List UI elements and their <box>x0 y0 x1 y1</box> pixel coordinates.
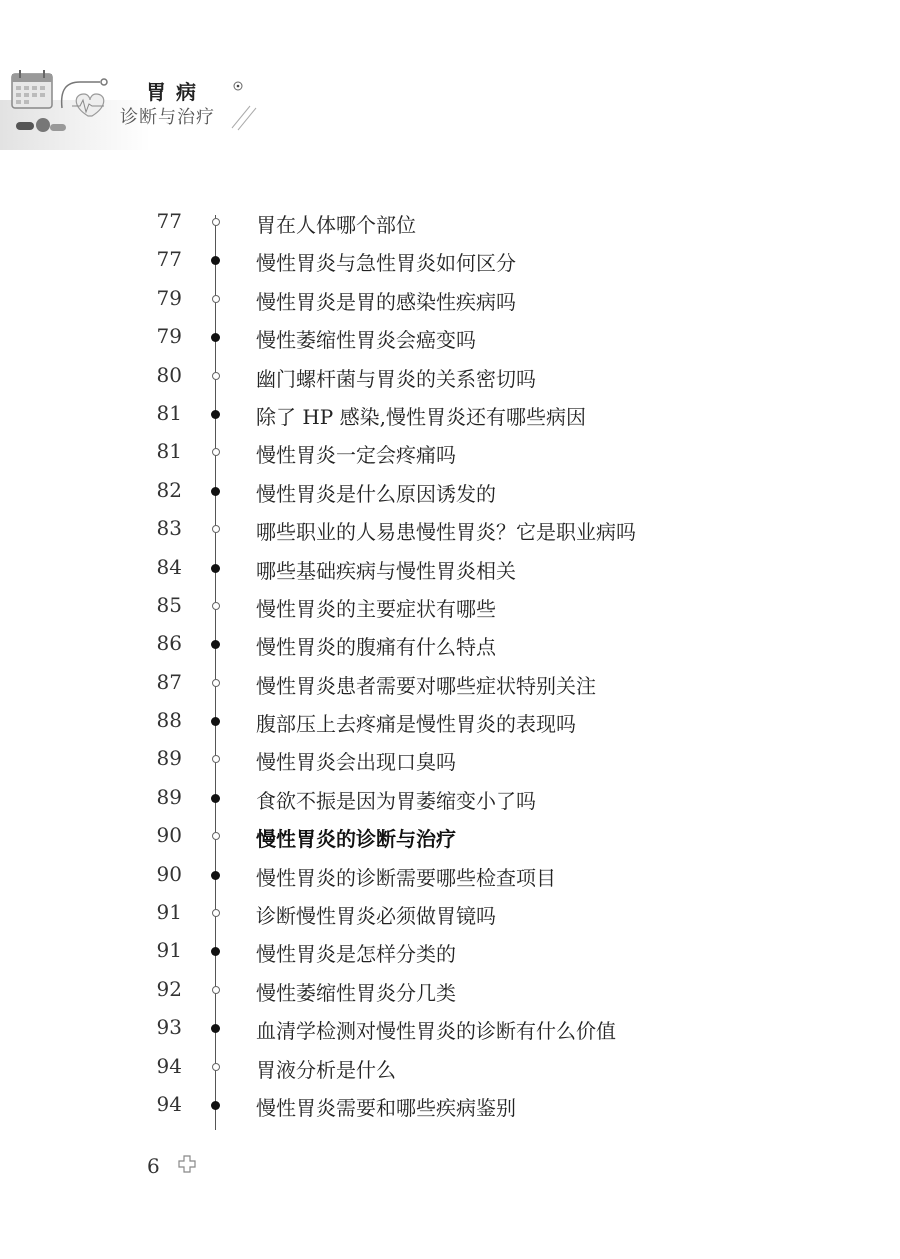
toc-entry <box>0 664 900 702</box>
toc-entry-title: 慢性胃炎一定会疼痛吗 <box>256 443 456 468</box>
toc-entry <box>0 1048 900 1086</box>
toc-entry <box>0 395 900 433</box>
toc-page-number: 91 <box>156 900 182 925</box>
toc-page-number: 89 <box>156 784 182 809</box>
filled-dot-icon <box>211 1101 220 1110</box>
hollow-dot-icon <box>212 986 220 994</box>
toc-entry <box>0 932 900 970</box>
toc-entry-title: 慢性胃炎患者需要对哪些症状特别关注 <box>256 673 596 698</box>
toc-entry-title: 慢性胃炎的腹痛有什么特点 <box>256 635 496 660</box>
heart-icon <box>72 94 104 116</box>
filled-dot-icon <box>211 1024 220 1033</box>
toc-entry-title: 除了 HP 感染,慢性胃炎还有哪些病因 <box>256 404 586 429</box>
toc-entry <box>0 510 900 548</box>
toc-entry-title: 腹部压上去疼痛是慢性胃炎的表现吗 <box>256 712 576 737</box>
hollow-dot-icon <box>212 372 220 380</box>
toc-page-number: 80 <box>156 362 182 387</box>
filled-dot-icon <box>211 256 220 265</box>
toc-page-number: 77 <box>156 247 182 272</box>
toc-entry-title: 哪些职业的人易患慢性胃炎？它是职业病吗 <box>256 520 636 545</box>
toc-entry-title: 慢性胃炎的诊断需要哪些检查项目 <box>256 865 556 890</box>
toc-page-number: 86 <box>156 631 182 656</box>
toc-page-number: 90 <box>156 823 182 848</box>
toc-entry <box>0 702 900 740</box>
toc-entry-title: 慢性胃炎会出现口臭吗 <box>256 750 456 775</box>
toc-page-number: 83 <box>156 516 182 541</box>
hollow-dot-icon <box>212 218 220 226</box>
toc-page-number: 84 <box>156 554 182 579</box>
filled-dot-icon <box>211 717 220 726</box>
filled-dot-icon <box>211 794 220 803</box>
filled-dot-icon <box>211 640 220 649</box>
toc-entry <box>0 472 900 510</box>
toc-entry-title: 幽门螺杆菌与胃炎的关系密切吗 <box>256 366 536 391</box>
filled-dot-icon <box>211 871 220 880</box>
toc-entry-title: 慢性胃炎是什么原因诱发的 <box>256 481 496 506</box>
toc-entry <box>0 203 900 241</box>
filled-dot-icon <box>211 564 220 573</box>
toc-page-number: 87 <box>156 669 182 694</box>
toc-page-number: 94 <box>156 1091 182 1116</box>
toc-page-number: 93 <box>156 1015 182 1040</box>
toc-entry-title: 哪些基础疾病与慢性胃炎相关 <box>256 558 516 583</box>
toc-entry <box>0 1086 900 1124</box>
hollow-dot-icon <box>212 832 220 840</box>
toc-entry <box>0 241 900 279</box>
toc-entry <box>0 357 900 395</box>
toc-entry-title: 慢性胃炎是胃的感染性疾病吗 <box>256 289 516 314</box>
toc-entry <box>0 894 900 932</box>
toc-page-number: 77 <box>156 209 182 233</box>
hollow-dot-icon <box>212 295 220 303</box>
toc-page-number: 81 <box>156 400 182 425</box>
toc-entry <box>0 280 900 318</box>
toc-entry <box>0 433 900 471</box>
toc-page-number: 79 <box>156 324 182 349</box>
toc-page-number: 92 <box>156 976 182 1001</box>
hollow-dot-icon <box>212 679 220 687</box>
toc-page-number: 81 <box>156 439 182 464</box>
toc-entry-title: 胃在人体哪个部位 <box>256 213 416 237</box>
toc-entry-title: 慢性胃炎与急性胃炎如何区分 <box>256 251 516 276</box>
toc-page-number: 90 <box>156 861 182 886</box>
toc-entry-title: 胃液分析是什么 <box>256 1057 396 1082</box>
toc-entry <box>0 971 900 1009</box>
calendar-icon <box>12 70 52 108</box>
toc-entry <box>0 1009 900 1047</box>
toc-entry <box>0 549 900 587</box>
toc-entry <box>0 817 900 855</box>
pills-icon <box>16 118 66 132</box>
cross-outline-icon <box>178 1155 196 1173</box>
toc-entry <box>0 625 900 663</box>
hollow-dot-icon <box>212 1063 220 1071</box>
toc-entry <box>0 779 900 817</box>
filled-dot-icon <box>211 487 220 496</box>
book-title: 胃病 <box>146 80 206 104</box>
toc-entry <box>0 587 900 625</box>
toc-entry-title: 慢性萎缩性胃炎会癌变吗 <box>256 328 476 353</box>
toc-entry <box>0 318 900 356</box>
toc-section-heading: 慢性胃炎的诊断与治疗 <box>256 827 456 852</box>
running-header <box>0 0 900 150</box>
toc-page-number: 88 <box>156 708 182 733</box>
toc-page-number: 82 <box>156 477 182 502</box>
toc-entry-title: 慢性胃炎的主要症状有哪些 <box>256 596 496 621</box>
hollow-dot-icon <box>212 602 220 610</box>
filled-dot-icon <box>211 333 220 342</box>
hollow-dot-icon <box>212 909 220 917</box>
toc-page-number: 79 <box>156 285 182 310</box>
table-of-contents <box>0 203 900 1124</box>
toc-entry-title: 慢性萎缩性胃炎分几类 <box>256 980 456 1005</box>
page-number: 6 <box>147 1154 160 1178</box>
toc-entry <box>0 856 900 894</box>
toc-entry-title: 食欲不振是因为胃萎缩变小了吗 <box>256 788 536 813</box>
toc-page-number: 94 <box>156 1053 182 1078</box>
book-subtitle: 诊断与治疗 <box>120 107 215 128</box>
filled-dot-icon <box>211 410 220 419</box>
hollow-dot-icon <box>212 448 220 456</box>
toc-entry-title: 慢性胃炎是怎样分类的 <box>256 942 456 967</box>
toc-page-number: 85 <box>156 592 182 617</box>
filled-dot-icon <box>211 947 220 956</box>
toc-entry-title: 慢性胃炎需要和哪些疾病鉴别 <box>256 1095 516 1120</box>
toc-entry <box>0 740 900 778</box>
toc-page-number: 89 <box>156 746 182 771</box>
hollow-dot-icon <box>212 755 220 763</box>
toc-page-number: 91 <box>156 938 182 963</box>
hollow-dot-icon <box>212 525 220 533</box>
toc-entry-title: 诊断慢性胃炎必须做胃镜吗 <box>256 904 496 929</box>
toc-entry-title: 血清学检测对慢性胃炎的诊断有什么价值 <box>256 1019 616 1044</box>
